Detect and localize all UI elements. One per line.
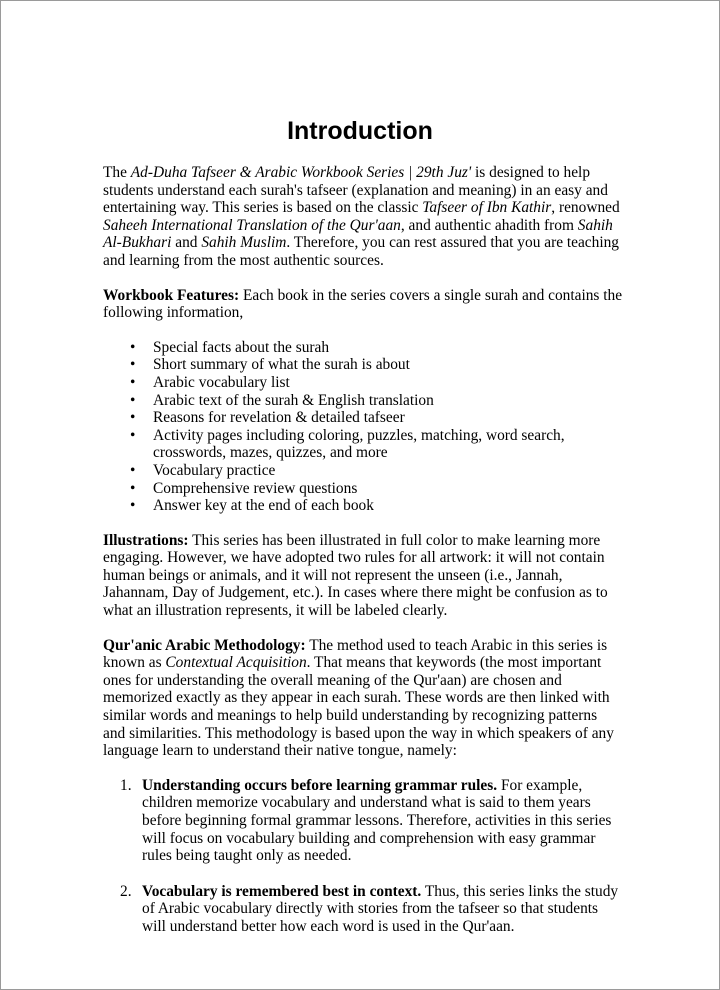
principle-lead: Vocabulary is remembered best in context. (142, 882, 422, 900)
feature-item: • Reasons for revelation & detailed tafseer (103, 409, 623, 427)
source-bukhari: Sahih Al-Bukhari (103, 216, 613, 252)
source-ibn-kathir: Tafseer of Ibn Kathir (422, 199, 552, 217)
methodology-text-2: . That means that keywords (the most important ones for understanding the overall meaning of the Qur'aan) are chosen and memorized exactly as they appear in each surah. These words are then linked with similar words and meanings to help build understanding by recognizing patterns and similarities. This methodology is based upon the way in which speakers of any language learn to understand their native tongue, namely: (103, 654, 614, 760)
methodology-paragraph (103, 637, 623, 760)
intro-text-5: and (171, 234, 202, 252)
source-muslim: Sahih Muslim (201, 234, 287, 252)
intro-text-4: , and authentic ahadith from (400, 216, 578, 234)
principle-text: Thus, this series links the study of Arabic vocabulary directly with stories from the tafseer so that students will understand better how each word is used in the Qur'aan. (142, 882, 619, 935)
methodology-heading: Qur'anic Arabic Methodology: (103, 636, 306, 654)
features-paragraph (103, 287, 623, 322)
feature-item: • Arabic vocabulary list (103, 374, 623, 392)
principle-text: For example, children memorize vocabulary and understand what is said to them years before beginning formal grammar lessons. Therefore, activities in this series will focus on vocabulary building and comprehension with easy grammar rules being taught only as needed. (142, 776, 612, 865)
series-title: Ad-Duha Tafseer & Arabic Workbook Series | 29th Juz' (130, 164, 472, 181)
feature-item: • Arabic text of the surah & English translation (103, 392, 623, 410)
feature-item: • Special facts about the surah (103, 339, 623, 357)
illustrations-paragraph (103, 532, 623, 620)
feature-item: • Vocabulary practice (103, 462, 623, 480)
principle-item (103, 883, 623, 936)
illustrations-text: This series has been illustrated in full color to make learning more engaging. However, we have adopted two rules for all artwork: it will not contain human beings or animals, and it will not represent the unseen (i.e., Jannah, Jahannam, Day of Judgement, etc.). In cases where there might be confusion as to what an illustration represents, it will be labeled clearly. (103, 531, 608, 620)
features-heading: Workbook Features: (103, 286, 240, 304)
intro-text-1: The (103, 164, 131, 181)
feature-item: • Short summary of what the surah is about (103, 356, 623, 374)
intro-text-3: , renowned (551, 199, 620, 217)
methodology-text-1: The method used to teach Arabic in this series is known as (103, 636, 608, 672)
features-list (103, 339, 623, 515)
principle-lead: Understanding occurs before learning grammar rules. (142, 776, 498, 794)
principles-list (103, 777, 623, 936)
page-title: Introduction (287, 117, 433, 145)
source-saheeh-international: Saheeh International Translation of the Qur'aan (103, 216, 401, 234)
intro-text-2: is designed to help students understand each surah's tafseer (explanation and meaning) in an easy and entertaining way. This series is based on the classic (103, 164, 608, 217)
illustrations-heading: Illustrations: (103, 531, 189, 549)
feature-item: • Activity pages including coloring, puzzles, matching, word search, crosswords, mazes, quizzes, and more (103, 427, 623, 462)
methodology-term: Contextual Acquisition (165, 654, 307, 672)
principle-number: 1. (120, 776, 132, 794)
features-text: Each book in the series covers a single surah and contains the following information, (103, 286, 623, 322)
principle-number: 2. (120, 882, 132, 900)
intro-text-6: . Therefore, you can rest assured that you are teaching and learning from the most authentic sources. (103, 234, 620, 269)
principle-item (103, 777, 623, 865)
feature-item: • Answer key at the end of each book (103, 497, 623, 515)
feature-item: • Comprehensive review questions (103, 480, 623, 498)
intro-paragraph (103, 164, 623, 270)
page-body (103, 164, 623, 936)
